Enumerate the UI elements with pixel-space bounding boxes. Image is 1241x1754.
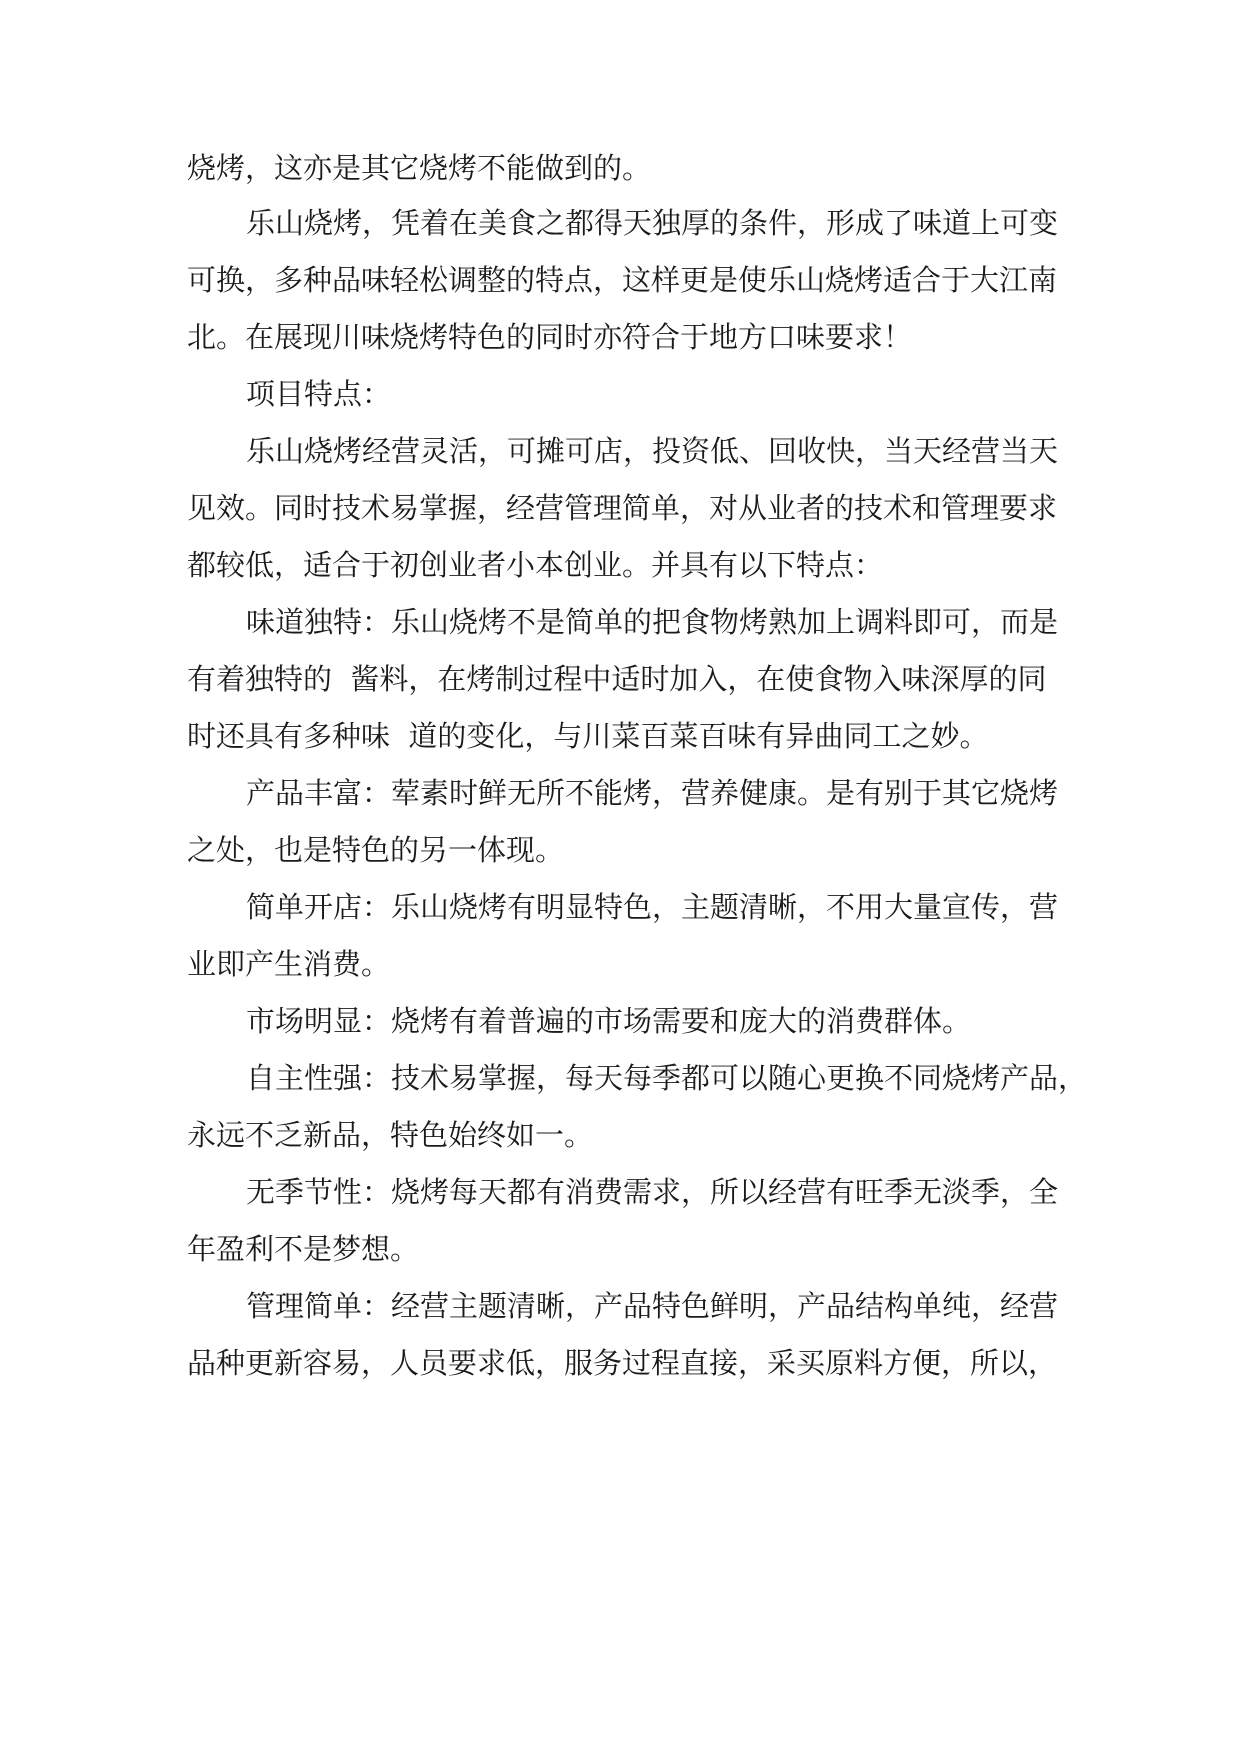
paragraph-line: 味道独特：乐山烧烤不是简单的把食物烤熟加上调料即可，而是 — [246, 605, 1059, 639]
paragraph-line: 无季节性：烧烤每天都有消费需求，所以经营有旺季无淡季，全 — [246, 1175, 1059, 1209]
paragraph-line: 乐山烧烤，凭着在美食之都得天独厚的条件，形成了味道上可变 — [246, 206, 1059, 240]
paragraph-line: 可换，多种品味轻松调整的特点，这样更是使乐山烧烤适合于大江南 — [187, 263, 1058, 297]
paragraph-line: 都较低，适合于初创业者小本创业。并具有以下特点： — [187, 548, 884, 582]
paragraph-line: 管理简单：经营主题清晰，产品特色鲜明，产品结构单纯，经营 — [246, 1289, 1059, 1323]
paragraph-line: 品种更新容易，人员要求低，服务过程直接，采买原料方便，所以， — [187, 1346, 1058, 1380]
paragraph-line: 烧烤，这亦是其它烧烤不能做到的。 — [187, 151, 652, 185]
paragraph-line: 时还具有多种味 道的变化，与川菜百菜百味有异曲同工之妙。 — [187, 719, 989, 753]
paragraph-line: 年盈利不是梦想。 — [187, 1232, 420, 1266]
paragraph-line: 市场明显：烧烤有着普遍的市场需要和庞大的消费群体。 — [246, 1004, 972, 1038]
section-heading: 项目特点： — [246, 377, 392, 411]
paragraph-line: 有着独特的 酱料，在烤制过程中适时加入，在使食物入味深厚的同 — [187, 662, 1047, 696]
paragraph-line: 产品丰富：荤素时鲜无所不能烤，营养健康。是有别于其它烧烤 — [246, 776, 1059, 810]
paragraph-line: 简单开店：乐山烧烤有明显特色，主题清晰，不用大量宣传，营 — [246, 890, 1059, 924]
paragraph-line: 自主性强：技术易掌握，每天每季都可以随心更换不同烧烤产品， — [246, 1061, 1088, 1095]
paragraph-line: 之处，也是特色的另一体现。 — [187, 833, 565, 867]
paragraph-line: 永远不乏新品，特色始终如一。 — [187, 1118, 594, 1152]
paragraph-line: 北。在展现川味烧烤特色的同时亦符合于地方口味要求！ — [187, 320, 913, 354]
paragraph-line: 乐山烧烤经营灵活，可摊可店，投资低、回收快，当天经营当天 — [246, 434, 1059, 468]
paragraph-line: 见效。同时技术易掌握，经营管理简单，对从业者的技术和管理要求 — [187, 491, 1058, 525]
paragraph-line: 业即产生消费。 — [187, 947, 391, 981]
